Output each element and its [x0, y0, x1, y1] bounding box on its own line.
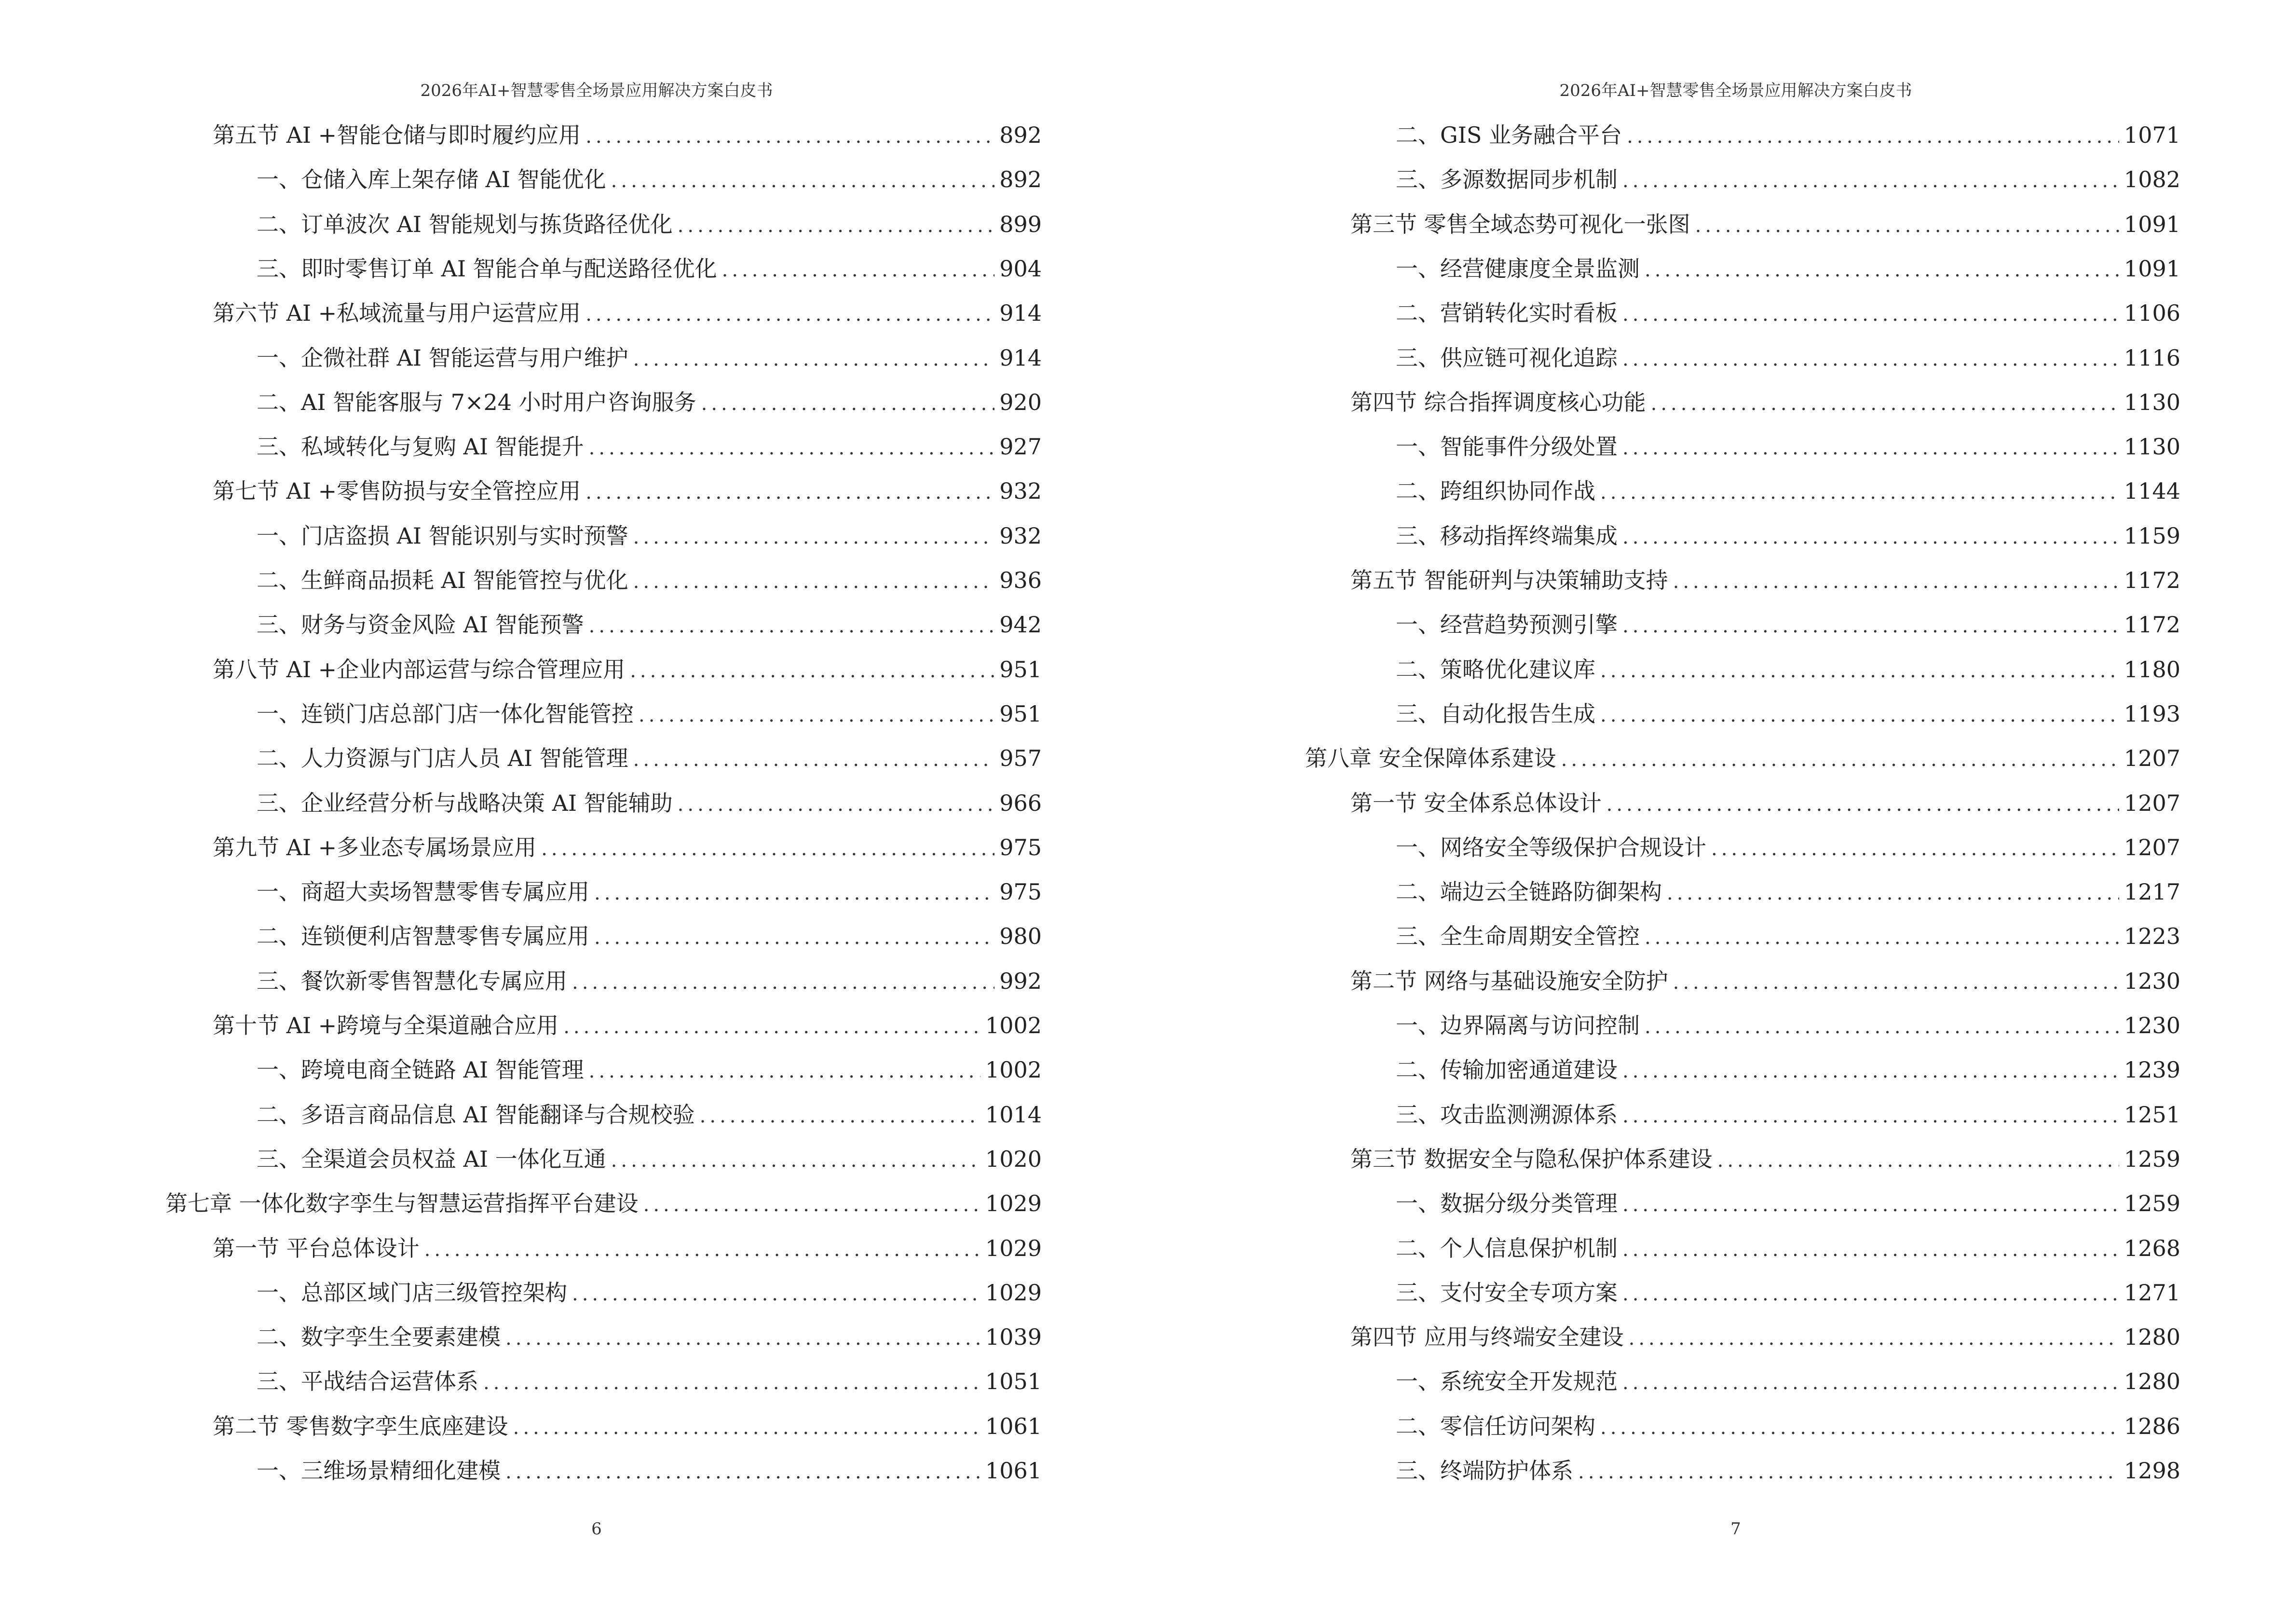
toc-entry-page: 1259	[2124, 1190, 2180, 1217]
dot-leader	[424, 1235, 980, 1264]
toc-entry-title: 三、财务与资金风险 AI 智能预警	[257, 612, 584, 638]
toc-entry-title: 二、传输加密通道建设	[1396, 1057, 1618, 1083]
toc-entry-title: 第五节 智能研判与决策辅助支持	[1350, 567, 1668, 593]
toc-entry-page: 1106	[2124, 300, 2180, 327]
dot-leader	[572, 1280, 980, 1309]
toc-entry-item[interactable]	[257, 877, 1042, 906]
toc-entry-item[interactable]	[257, 432, 1042, 461]
dot-leader	[589, 612, 995, 641]
toc-entry-item[interactable]	[257, 388, 1042, 417]
toc-entry-item[interactable]	[257, 1055, 1042, 1084]
toc-entry-page: 1180	[2124, 656, 2180, 682]
dot-leader	[589, 1057, 980, 1086]
toc-entry-page: 904	[999, 255, 1042, 282]
dot-leader	[1622, 523, 2119, 552]
toc-entry-title: 三、移动指挥终端集成	[1396, 522, 1618, 549]
toc-entry-title: 二、连锁便利店智慧零售专属应用	[257, 923, 589, 950]
toc-entry-item[interactable]	[257, 610, 1042, 639]
toc-entry-title: 第七章 一体化数字孪生与智慧运营指挥平台建设	[165, 1190, 639, 1217]
toc-entry-title: 一、三维场景精细化建模	[257, 1458, 501, 1484]
dot-leader	[722, 256, 995, 285]
toc-entry-title: 一、企微社群 AI 智能运营与用户维护	[257, 344, 628, 371]
dot-leader	[1622, 345, 2119, 374]
toc-entry-title: 第八节 AI +企业内部运营与综合管理应用	[213, 656, 626, 682]
dot-leader	[1622, 434, 2119, 463]
toc-entry-page: 927	[999, 434, 1042, 460]
dot-leader	[1622, 1102, 2119, 1131]
toc-entry-page: 1144	[2124, 478, 2180, 505]
dot-leader	[1622, 1057, 2119, 1086]
toc-entry-page: 1116	[2124, 344, 2180, 371]
dot-leader	[572, 968, 994, 997]
running-header: 2026年AI+智慧零售全场景应用解决方案白皮书	[1559, 81, 1912, 100]
toc-entry-item[interactable]	[1396, 1234, 2180, 1263]
page-number: 6	[591, 1519, 602, 1539]
toc-entry-title: 第二节 零售数字孪生底座建设	[213, 1413, 508, 1439]
toc-entry-item[interactable]	[257, 566, 1042, 595]
toc-entry-title: 二、数字孪生全要素建模	[257, 1324, 501, 1351]
toc-entry-page: 1130	[2124, 389, 2180, 415]
toc-entry-title: 一、网络安全等级保护合规设计	[1396, 834, 1706, 860]
toc-entry-page: 892	[999, 122, 1042, 148]
dot-leader	[585, 478, 994, 507]
toc-entry-title: 一、商超大卖场智慧零售专属应用	[257, 879, 589, 905]
toc-entry-item[interactable]	[1396, 521, 2180, 550]
toc-entry-section[interactable]	[213, 1011, 1042, 1040]
dot-leader	[633, 567, 995, 596]
toc-entry-title: 第十节 AI +跨境与全渠道融合应用	[213, 1012, 559, 1038]
toc-entry-item[interactable]	[1396, 1100, 2180, 1129]
toc-entry-page: 1061	[985, 1458, 1042, 1484]
toc-entry-title: 三、企业经营分析与战略决策 AI 智能辅助	[257, 790, 673, 816]
toc-entry-item[interactable]	[1396, 477, 2180, 505]
toc-entry-item[interactable]	[257, 789, 1042, 818]
toc-entry-title: 二、人力资源与门店人员 AI 智能管理	[257, 745, 628, 772]
dot-leader	[505, 1324, 980, 1353]
toc-entry-section[interactable]	[1350, 789, 2180, 818]
toc-entry-item[interactable]	[257, 1456, 1042, 1485]
dot-leader	[1622, 1368, 2119, 1397]
toc-entry-page: 899	[999, 211, 1042, 237]
dot-leader	[1673, 968, 2119, 997]
toc-entry-title: 二、个人信息保护机制	[1396, 1235, 1618, 1261]
dot-leader	[700, 1102, 980, 1131]
toc-entry-item[interactable]	[257, 967, 1042, 996]
toc-entry-page: 932	[999, 478, 1042, 505]
dot-leader	[563, 1012, 980, 1041]
toc-entry-page: 1251	[2124, 1101, 2180, 1128]
toc-entry-section[interactable]	[213, 833, 1042, 862]
toc-entry-page: 932	[999, 522, 1042, 549]
dot-leader	[1622, 1190, 2119, 1219]
toc-entry-item[interactable]	[1396, 833, 2180, 862]
toc-entry-item[interactable]	[1396, 165, 2180, 194]
toc-entry-page: 1223	[2124, 923, 2180, 950]
toc-entry-page: 1271	[2124, 1279, 2180, 1306]
toc-entry-item[interactable]	[1396, 432, 2180, 461]
toc-entry-page: 1082	[2124, 166, 2180, 193]
toc-entry-page: 1268	[2124, 1235, 2180, 1261]
toc-entry-page: 1061	[985, 1413, 1042, 1439]
toc-entry-title: 第九节 AI +多业态专属场景应用	[213, 834, 537, 860]
toc-entry-title: 三、支付安全专项方案	[1396, 1279, 1618, 1306]
toc-entry-page: 975	[999, 834, 1042, 860]
toc-entry-title: 第三节 数据安全与隐私保护体系建设	[1350, 1146, 1713, 1172]
toc-entry-section[interactable]	[1350, 566, 2180, 595]
toc-entry-item[interactable]	[257, 343, 1042, 372]
toc-entry-title: 三、全生命周期安全管控	[1396, 923, 1640, 950]
toc-entry-item[interactable]	[257, 254, 1042, 283]
toc-entry-item[interactable]	[1396, 1456, 2180, 1485]
toc-entry-page: 1239	[2124, 1057, 2180, 1083]
dot-leader	[1622, 1235, 2119, 1264]
dot-leader	[541, 834, 994, 863]
toc-entry-page: 1230	[2124, 1012, 2180, 1038]
toc-entry-page: 975	[999, 879, 1042, 905]
toc-entry-page: 1051	[985, 1368, 1042, 1395]
dot-leader	[611, 166, 995, 195]
toc-entry-page: 1286	[2124, 1413, 2180, 1439]
toc-entry-item[interactable]	[1396, 655, 2180, 684]
toc-entry-page: 1014	[985, 1101, 1042, 1128]
toc-entry-page: 914	[999, 344, 1042, 371]
dot-leader	[505, 1458, 980, 1487]
toc-entry-title: 第四节 应用与终端安全建设	[1350, 1324, 1624, 1351]
dot-leader	[1645, 923, 2119, 952]
dot-leader	[1717, 1146, 2119, 1175]
toc-entry-page: 1207	[2124, 834, 2180, 860]
toc-entry-page: 892	[999, 166, 1042, 193]
dot-leader	[1578, 1458, 2119, 1487]
dot-leader	[1651, 389, 2119, 418]
toc-entry-item[interactable]	[257, 1323, 1042, 1351]
toc-entry-page: 1002	[985, 1057, 1042, 1083]
toc-entry-page: 1207	[2124, 745, 2180, 772]
toc-entry-page: 920	[999, 389, 1042, 415]
toc-entry-page: 1071	[2124, 122, 2180, 148]
toc-entry-page: 1029	[985, 1190, 1042, 1217]
toc-entry-page: 980	[999, 923, 1042, 950]
toc-entry-title: 一、经营趋势预测引擎	[1396, 612, 1618, 638]
toc-entry-page: 914	[999, 300, 1042, 327]
toc-entry-title: 三、自动化报告生成	[1396, 700, 1595, 727]
dot-leader	[1645, 1012, 2119, 1041]
right-page	[1144, 0, 2287, 1624]
toc-entry-section[interactable]	[213, 655, 1042, 684]
dot-leader	[1645, 256, 2119, 285]
toc-entry-item[interactable]	[1396, 299, 2180, 328]
toc-entry-item[interactable]	[1396, 1055, 2180, 1084]
toc-entry-item[interactable]	[1396, 121, 2180, 150]
toc-entry-item[interactable]	[257, 1278, 1042, 1307]
dot-leader	[594, 923, 994, 952]
toc-entry-item[interactable]	[1396, 254, 2180, 283]
toc-entry-section[interactable]	[1350, 210, 2180, 239]
toc-entry-page: 1172	[2124, 567, 2180, 593]
dot-leader	[1622, 300, 2119, 329]
dot-leader	[1600, 701, 2119, 730]
toc-entry-title: 二、端边云全链路防御架构	[1396, 879, 1662, 905]
dot-leader	[1606, 790, 2119, 819]
dot-leader	[594, 879, 994, 908]
toc-entry-page: 1002	[985, 1012, 1042, 1038]
toc-entry-title: 三、终端防护体系	[1396, 1458, 1573, 1484]
toc-entry-item[interactable]	[1396, 1189, 2180, 1218]
toc-entry-page: 1091	[2124, 255, 2180, 282]
toc-entry-title: 三、餐饮新零售智慧化专属应用	[257, 968, 567, 994]
toc-entry-item[interactable]	[257, 922, 1042, 951]
dot-leader	[1561, 745, 2119, 774]
toc-entry-item[interactable]	[1396, 699, 2180, 728]
toc-entry-title: 一、连锁门店总部门店一体化智能管控	[257, 700, 634, 727]
toc-entry-chapter[interactable]	[1305, 744, 2180, 773]
toc-entry-title: 三、私域转化与复购 AI 智能提升	[257, 434, 584, 460]
toc-entry-item[interactable]	[257, 699, 1042, 728]
dot-leader	[513, 1413, 980, 1442]
toc-entry-page: 1020	[985, 1146, 1042, 1172]
toc-entry-page: 1217	[2124, 879, 2180, 905]
toc-entry-page: 1039	[985, 1324, 1042, 1351]
toc-entry-page: 992	[999, 968, 1042, 994]
toc-entry-item[interactable]	[257, 521, 1042, 550]
toc-entry-title: 一、系统安全开发规范	[1396, 1368, 1618, 1395]
dot-leader	[585, 300, 994, 329]
toc-entry-section[interactable]	[1350, 1145, 2180, 1174]
toc-entry-title: 二、零信任访问架构	[1396, 1413, 1595, 1439]
toc-entry-page: 1159	[2124, 522, 2180, 549]
toc-entry-page: 1091	[2124, 211, 2180, 237]
toc-entry-page: 951	[999, 656, 1042, 682]
toc-entry-page: 966	[999, 790, 1042, 816]
toc-entry-page: 951	[999, 700, 1042, 727]
dot-leader	[701, 389, 995, 418]
toc-entry-page: 1029	[985, 1235, 1042, 1261]
toc-entry-page: 1130	[2124, 434, 2180, 460]
toc-entry-section[interactable]	[213, 299, 1042, 328]
toc-entry-title: 二、订单波次 AI 智能规划与拣货路径优化	[257, 211, 673, 237]
toc-entry-title: 二、AI 智能客服与 7×24 小时用户咨询服务	[257, 389, 696, 415]
toc-entry-title: 一、经营健康度全景监测	[1396, 255, 1640, 282]
toc-entry-page: 1259	[2124, 1146, 2180, 1172]
dot-leader	[678, 211, 995, 240]
toc-entry-page: 1280	[2124, 1324, 2180, 1351]
toc-entry-item[interactable]	[1396, 1367, 2180, 1396]
toc-entry-item[interactable]	[1396, 1011, 2180, 1040]
toc-entry-item[interactable]	[1396, 1278, 2180, 1307]
dot-leader	[1667, 879, 2119, 908]
toc-entry-section[interactable]	[1350, 967, 2180, 996]
toc-entry-title: 第一节 安全体系总体设计	[1350, 790, 1602, 816]
toc-entry-title: 三、全渠道会员权益 AI 一体化互通	[257, 1146, 606, 1172]
toc-entry-title: 二、跨组织协同作战	[1396, 478, 1595, 505]
dot-leader	[678, 790, 995, 819]
toc-entry-item[interactable]	[1396, 610, 2180, 639]
toc-entry-title: 第六节 AI +私域流量与用户运营应用	[213, 300, 581, 327]
toc-entry-page: 1029	[985, 1279, 1042, 1306]
toc-entry-title: 第一节 平台总体设计	[213, 1235, 420, 1261]
dot-leader	[630, 656, 994, 685]
dot-leader	[1622, 166, 2119, 195]
toc-entry-title: 一、数据分级分类管理	[1396, 1190, 1618, 1217]
toc-entry-page: 936	[999, 567, 1042, 593]
toc-entry-page: 1230	[2124, 968, 2180, 994]
toc-entry-title: 一、总部区域门店三级管控架构	[257, 1279, 567, 1306]
dot-leader	[633, 345, 995, 374]
toc-entry-section[interactable]	[213, 121, 1042, 150]
toc-entry-section[interactable]	[213, 477, 1042, 505]
toc-entry-title: 第七节 AI +零售防损与安全管控应用	[213, 478, 581, 505]
toc-entry-page: 942	[999, 612, 1042, 638]
toc-entry-title: 一、智能事件分级处置	[1396, 434, 1618, 460]
toc-entry-page: 957	[999, 745, 1042, 772]
toc-entry-item[interactable]	[257, 210, 1042, 239]
dot-leader	[1600, 1413, 2119, 1442]
toc-entry-title: 二、生鲜商品损耗 AI 智能管控与优化	[257, 567, 628, 593]
toc-entry-section[interactable]	[213, 1234, 1042, 1263]
dot-leader	[643, 1190, 980, 1219]
toc-entry-item[interactable]	[1396, 877, 2180, 906]
dot-leader	[611, 1146, 980, 1175]
toc-entry-item[interactable]	[1396, 343, 2180, 372]
toc-entry-page: 1280	[2124, 1368, 2180, 1395]
toc-entry-title: 第四节 综合指挥调度核心功能	[1350, 389, 1646, 415]
toc-entry-item[interactable]	[257, 1100, 1042, 1129]
dot-leader	[633, 745, 995, 774]
dot-leader	[1622, 612, 2119, 641]
toc-entry-title: 二、多语言商品信息 AI 智能翻译与合规校验	[257, 1101, 695, 1128]
dot-leader	[483, 1368, 980, 1397]
toc-entry-item[interactable]	[257, 165, 1042, 194]
toc-entry-title: 三、攻击监测溯源体系	[1396, 1101, 1618, 1128]
toc-entry-title: 三、供应链可视化追踪	[1396, 344, 1618, 371]
toc-entry-title: 一、门店盗损 AI 智能识别与实时预警	[257, 522, 628, 549]
toc-entry-title: 第二节 网络与基础设施安全防护	[1350, 968, 1668, 994]
dot-leader	[633, 523, 995, 552]
toc-entry-page: 1193	[2124, 700, 2180, 727]
dot-leader	[1673, 567, 2119, 596]
toc-entry-title: 三、即时零售订单 AI 智能合单与配送路径优化	[257, 255, 717, 282]
running-header: 2026年AI+智慧零售全场景应用解决方案白皮书	[420, 81, 773, 100]
toc-entry-item[interactable]	[257, 1367, 1042, 1396]
toc-entry-title: 二、策略优化建议库	[1396, 656, 1595, 682]
toc-entry-title: 第三节 零售全域态势可视化一张图	[1350, 211, 1690, 237]
dot-leader	[589, 434, 995, 463]
toc-entry-item[interactable]	[1396, 1412, 2180, 1441]
toc-entry-title: 一、边界隔离与访问控制	[1396, 1012, 1640, 1038]
toc-entry-section[interactable]	[213, 1412, 1042, 1441]
toc-entry-page: 1172	[2124, 612, 2180, 638]
page-number: 7	[1730, 1519, 1741, 1539]
dot-leader	[1627, 122, 2119, 151]
toc-entry-item[interactable]	[1396, 922, 2180, 951]
dot-leader	[1629, 1324, 2119, 1353]
dot-leader	[1711, 834, 2119, 863]
toc-entry-item[interactable]	[257, 1145, 1042, 1174]
dot-leader	[1622, 1280, 2119, 1309]
toc-entry-title: 三、平战结合运营体系	[257, 1368, 478, 1395]
toc-entry-section[interactable]	[1350, 388, 2180, 417]
dot-leader	[1600, 656, 2119, 685]
toc-entry-title: 二、营销转化实时看板	[1396, 300, 1618, 327]
toc-entry-title: 三、多源数据同步机制	[1396, 166, 1618, 193]
toc-entry-title: 第五节 AI +智能仓储与即时履约应用	[213, 122, 581, 148]
toc-entry-page: 1298	[2124, 1458, 2180, 1484]
toc-entry-chapter[interactable]	[165, 1189, 1042, 1218]
dot-leader	[585, 122, 994, 151]
toc-entry-item[interactable]	[257, 744, 1042, 773]
dot-leader	[1600, 478, 2119, 507]
toc-entry-title: 一、跨境电商全链路 AI 智能管理	[257, 1057, 584, 1083]
toc-entry-title: 二、GIS 业务融合平台	[1396, 122, 1622, 148]
dot-leader	[1695, 211, 2119, 240]
toc-entry-title: 一、仓储入库上架存储 AI 智能优化	[257, 166, 606, 193]
toc-entry-title: 第八章 安全保障体系建设	[1305, 745, 1556, 772]
dot-leader	[639, 701, 994, 730]
toc-entry-section[interactable]	[1350, 1323, 2180, 1351]
toc-entry-page: 1207	[2124, 790, 2180, 816]
